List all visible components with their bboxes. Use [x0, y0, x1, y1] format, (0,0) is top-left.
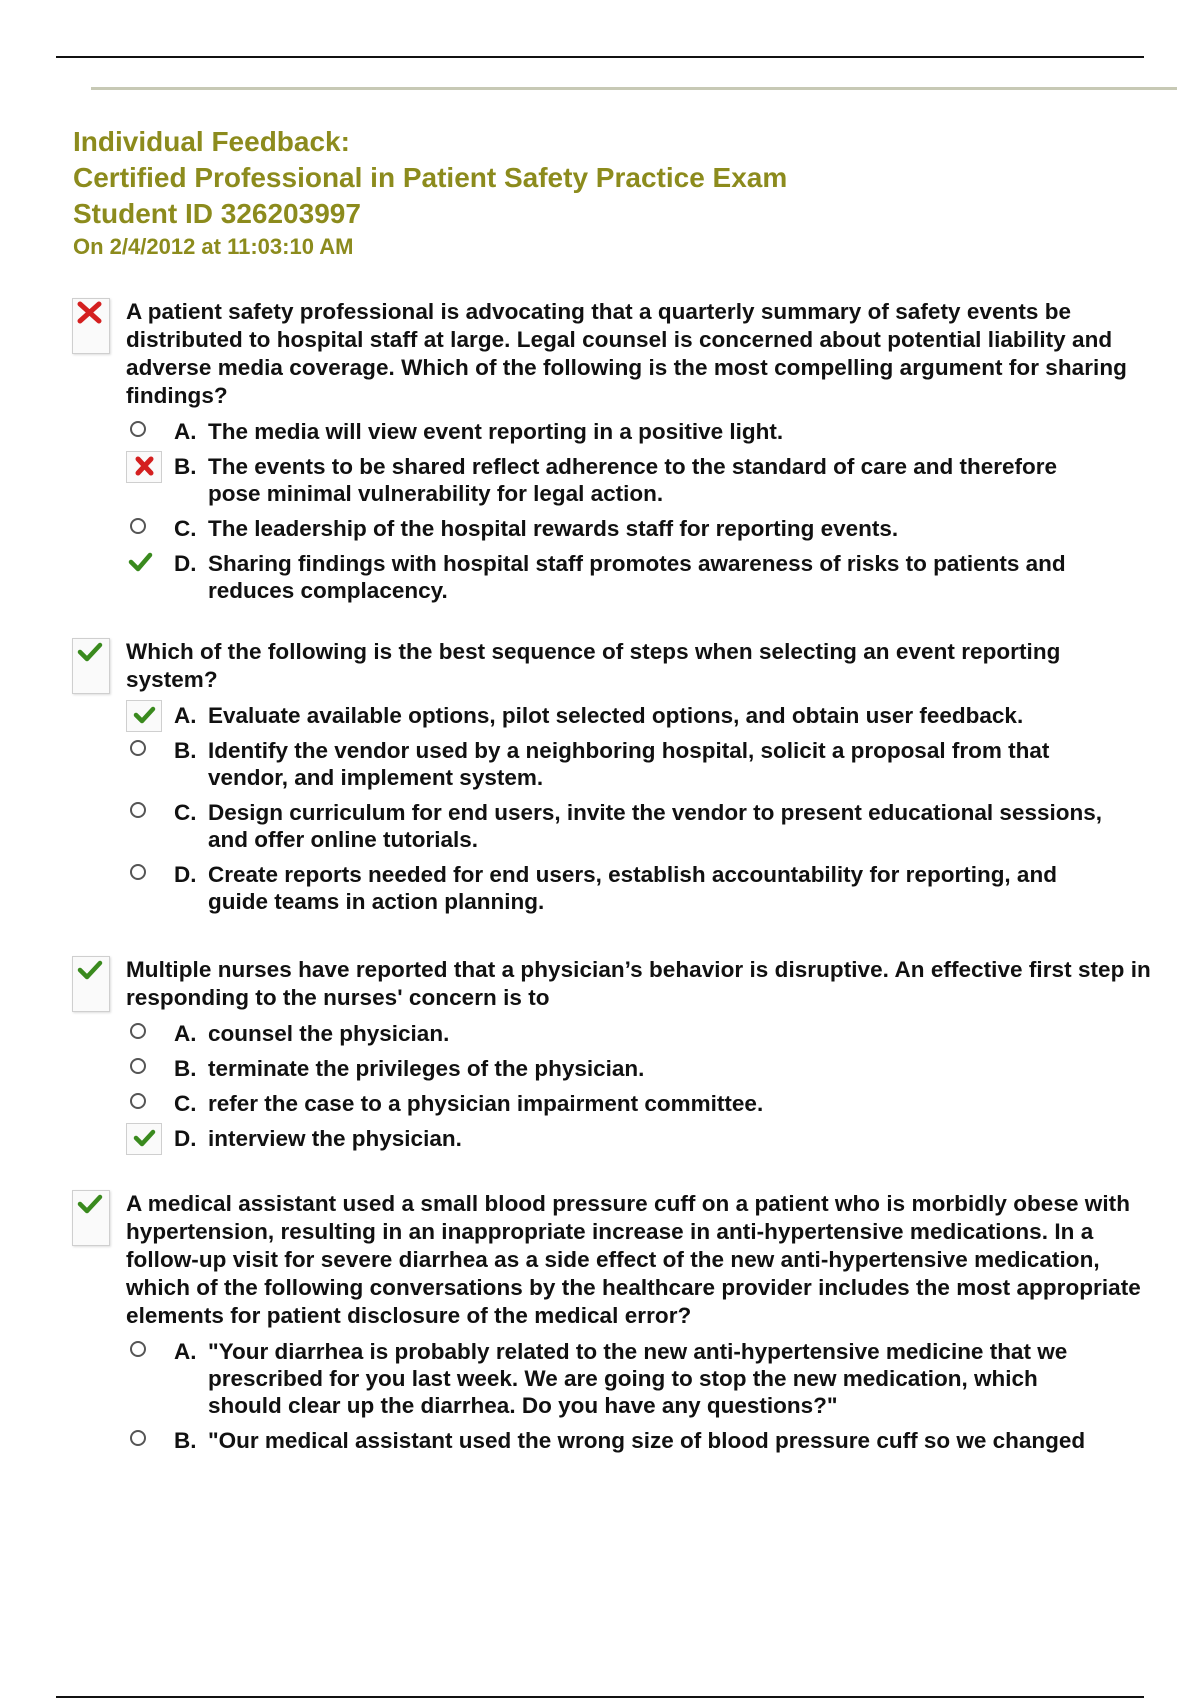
- option-d: D. Sharing findings with hospital staff promotes awareness of risks to patients and reduces complacency.: [126, 550, 1172, 604]
- feedback-header: [73, 124, 787, 262]
- radio-icon: [130, 1341, 146, 1357]
- header-title: Individual Feedback:: [73, 126, 350, 157]
- radio-icon: [130, 864, 146, 880]
- bottom-divider: [56, 1696, 1144, 1698]
- option-d: D. interview the physician.: [126, 1125, 1172, 1152]
- question-2: [72, 638, 1172, 923]
- selected-correct-indicator: [126, 700, 162, 732]
- option-a: A. "Your diarrhea is probably related to the new anti-hypertensive medicine that we prescribed for you last week. We are going to stop the new medication, which should clear up the diarrhea. Do you have any questions?": [126, 1338, 1172, 1419]
- radio-icon: [130, 1023, 146, 1039]
- option-b: B. "Our medical assistant used the wrong size of blood pressure cuff so we changed: [126, 1427, 1172, 1454]
- radio-icon: [130, 518, 146, 534]
- check-icon: [126, 550, 156, 574]
- question-incorrect-marker: [72, 298, 110, 354]
- option-c: C. Design curriculum for end users, invite the vendor to present educational sessions, and offer online tutorials.: [126, 799, 1172, 853]
- top-divider: [56, 56, 1144, 58]
- check-icon: [127, 701, 161, 729]
- question-text: Which of the following is the best sequence of steps when selecting an event reporting system?: [126, 639, 1061, 692]
- x-mark-icon: [75, 301, 105, 325]
- selected-incorrect-indicator: [126, 451, 162, 483]
- radio-icon: [130, 1430, 146, 1446]
- radio-icon: [130, 802, 146, 818]
- student-id: Student ID 326203997: [73, 198, 361, 229]
- question-correct-marker: [72, 638, 110, 694]
- question-4: [72, 1190, 1172, 1462]
- check-icon: [75, 959, 105, 983]
- option-a: A. Evaluate available options, pilot selected options, and obtain user feedback.: [126, 702, 1172, 729]
- radio-icon: [130, 421, 146, 437]
- option-a: A. counsel the physician.: [126, 1020, 1172, 1047]
- option-c: C. refer the case to a physician impairment committee.: [126, 1090, 1172, 1117]
- selected-correct-indicator: [126, 1123, 162, 1155]
- option-b: B. Identify the vendor used by a neighboring hospital, solicit a proposal from that vendor, and implement system.: [126, 737, 1172, 791]
- option-c: C. The leadership of the hospital rewards staff for reporting events.: [126, 515, 1172, 542]
- question-3: [72, 956, 1172, 1160]
- header-divider: [91, 87, 1177, 90]
- check-icon: [127, 1124, 161, 1152]
- radio-icon: [130, 1093, 146, 1109]
- question-text: Multiple nurses have reported that a physician’s behavior is disruptive. An effective first step in responding to the nurses' concern is to: [126, 957, 1151, 1010]
- radio-icon: [130, 1058, 146, 1074]
- option-b: B. The events to be shared reflect adherence to the standard of care and therefore pose minimal vulnerability for legal action.: [126, 453, 1172, 507]
- check-icon: [75, 1193, 105, 1217]
- question-correct-marker: [72, 1190, 110, 1246]
- question-text: A medical assistant used a small blood pressure cuff on a patient who is morbidly obese with hypertension, resulting in an inappropriate increase in anti-hypertensive medications. In a follow-up visit for severe diarrhea as a side effect of the new anti-hypertensive medication, which of the following conversations by the healthcare provider includes the most appropriate elements for patient disclosure of the medical error?: [126, 1191, 1141, 1328]
- option-b: B. terminate the privileges of the physician.: [126, 1055, 1172, 1082]
- question-text: A patient safety professional is advocating that a quarterly summary of safety events be distributed to hospital staff at large. Legal counsel is concerned about potential liability and adverse media coverage. Which of the following is the most compelling argument for sharing findings?: [126, 299, 1127, 408]
- question-1: [72, 298, 1172, 612]
- option-d: D. Create reports needed for end users, establish accountability for reporting, and guide teams in action planning.: [126, 861, 1172, 915]
- exam-date: On 2/4/2012 at 11:03:10 AM: [73, 234, 354, 259]
- question-correct-marker: [72, 956, 110, 1012]
- correct-answer-indicator: [126, 550, 162, 580]
- x-mark-icon: [127, 452, 161, 480]
- exam-name: Certified Professional in Patient Safety Practice Exam: [73, 162, 788, 193]
- radio-icon: [130, 740, 146, 756]
- check-icon: [75, 641, 105, 665]
- option-a: A. The media will view event reporting in a positive light.: [126, 418, 1172, 445]
